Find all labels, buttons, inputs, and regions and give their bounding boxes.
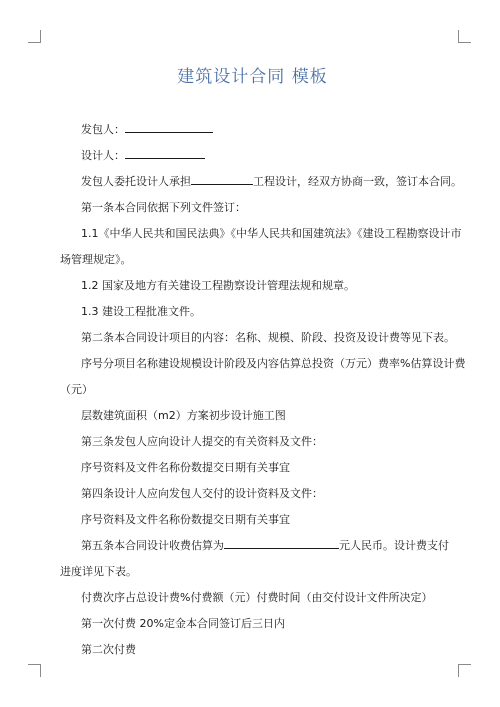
entrust-before: 发包人委托设计人承担 [81, 175, 191, 188]
designer-label: 设计人： [81, 149, 125, 162]
article-2: 第二条本合同设计项目的内容：名称、规模、阶段、投资及设计费等见下表。 [81, 331, 455, 344]
crop-mark-bottom-left [28, 664, 41, 677]
fee-blank[interactable] [224, 536, 339, 549]
article-5-after: 元人民币。设计费支付 [339, 539, 449, 552]
table-1-header-line-1: 序号分项目名称建设规模设计阶段及内容估算总投资（万元）费率%估算设计费 [81, 357, 466, 370]
issuer-line [60, 117, 445, 143]
project-blank[interactable] [191, 172, 253, 185]
article-3: 第三条发包人应向设计人提交的有关资料及文件： [81, 435, 323, 448]
article-1-1-line-2: 场管理规定》。 [60, 253, 132, 266]
table-1-header-line-2: （元） [60, 383, 93, 396]
designer-line [60, 143, 445, 169]
article-1: 第一条本合同依据下列文件签订： [81, 201, 246, 214]
payment-table-header: 付费次序占总设计费%付费额（元）付费时间（由交付设计文件所决定） [81, 591, 433, 604]
crop-mark-top-right [458, 30, 471, 43]
designer-blank[interactable] [125, 146, 205, 159]
article-1-1-line-1: 1.1《中华人民共和国民法典》《中华人民共和国建筑法》《建设工程勘察设计市 [81, 227, 462, 240]
article-5-before: 第五条本合同设计收费估算为 [81, 539, 224, 552]
article-4: 第四条设计人应向发包人交付的设计资料及文件： [81, 487, 323, 500]
article-5-line-1 [60, 533, 449, 559]
entrust-line [60, 169, 462, 195]
article-1-3: 1.3 建设工程批准文件。 [81, 305, 201, 318]
table-3-header: 序号资料及文件名称份数提交日期有关事宜 [81, 513, 290, 526]
table-1-subheader: 层数建筑面积（m2）方案初步设计施工图 [81, 409, 286, 422]
article-5-line-2: 进度详见下表。 [60, 565, 137, 578]
table-2-header: 序号资料及文件名称份数提交日期有关事宜 [81, 461, 290, 474]
payment-row-1: 第一次付费 20%定金本合同签订后三日内 [81, 617, 285, 630]
crop-mark-top-left [28, 30, 41, 43]
issuer-blank[interactable] [125, 120, 213, 133]
document-page [60, 62, 466, 663]
issuer-label: 发包人： [81, 123, 125, 136]
crop-mark-bottom-right [458, 664, 471, 677]
article-1-2: 1.2 国家及地方有关建设工程勘察设计管理法规和规章。 [81, 279, 355, 292]
document-title: 建筑设计合同 模板 [177, 67, 328, 87]
entrust-after: 工程设计，经双方协商一致，签订本合同。 [253, 175, 462, 188]
payment-row-2: 第二次付费 [81, 643, 136, 656]
